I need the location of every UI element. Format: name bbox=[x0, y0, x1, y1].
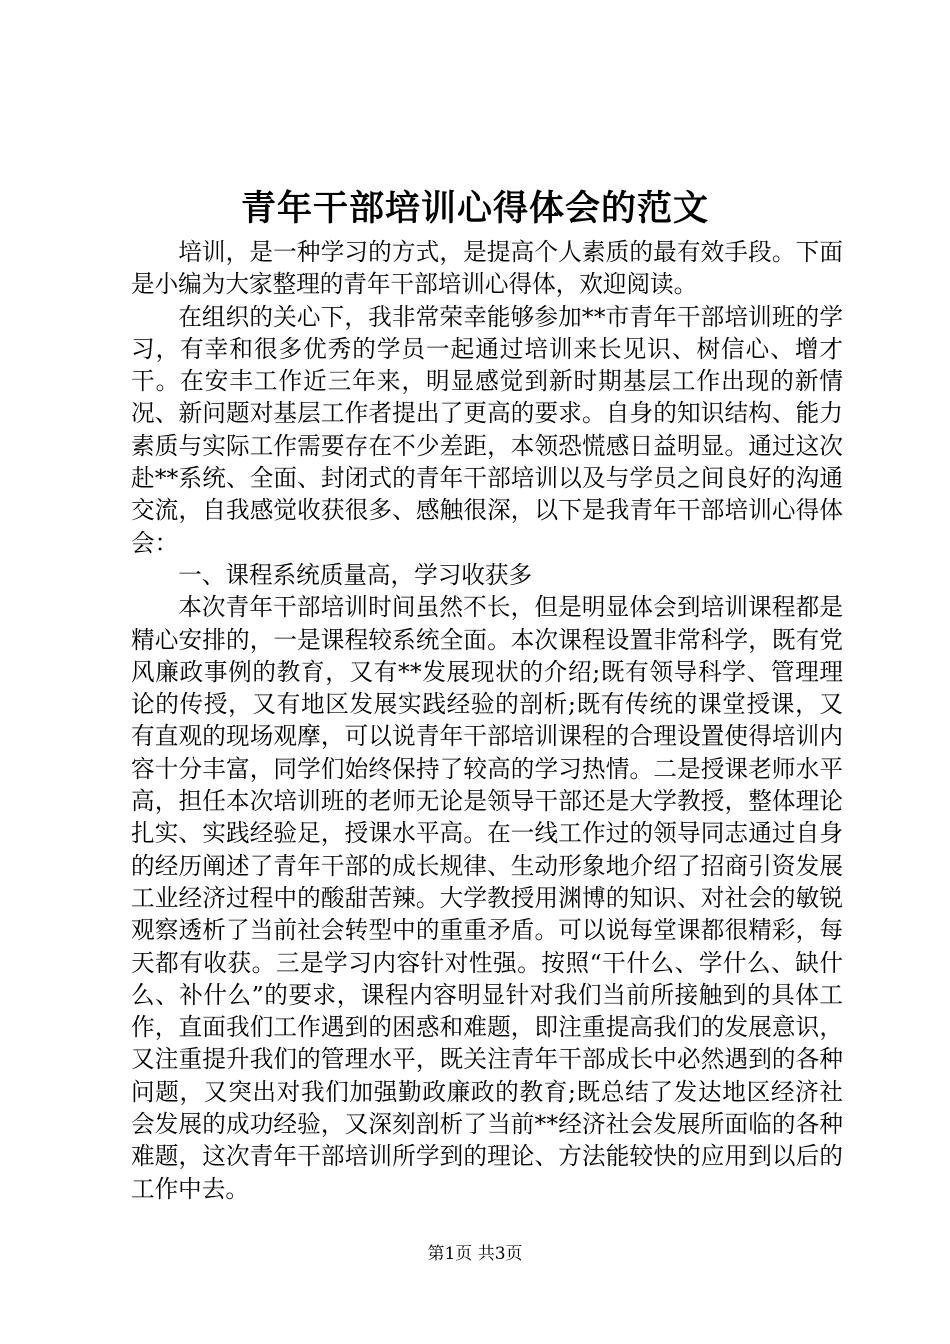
section-heading: 一、课程系统质量高，学习收获多 bbox=[178, 560, 533, 589]
body-paragraph: 在组织的关心下，我非常荣幸能够参加**市青年干部培训班的学习，有幸和很多优秀的学员一起通过培训来长见识、树信心、增才干。在安丰工作近三年来，明显感觉到新时期基层工作出现的新情况、新问题对基层工作者提出了更高的要求。自身的知识结构、能力素质与实际工作需要存在不少差距，本领恐慌感日益明显。通过这次赴**系统、全面、封闭式的青年干部培训以及与学员之间良好的沟通交流，自我感觉收获很多、感触很深，以下是我青年干部培训心得体会： bbox=[131, 302, 843, 557]
page-number: 第1页 共3页 bbox=[427, 1244, 523, 1264]
body-paragraph: 本次青年干部培训时间虽然不长，但是明显体会到培训课程都是精心安排的，一是课程较系统全面。本次课程设置非常科学，既有党风廉政事例的教育，又有**发展现状的介绍;既有领导科学、管理理论的传授，又有地区发展实践经验的剖析;既有传统的课堂授课，又有直观的现场观摩，可以说青年干部培训课程的合理设置使得培训内容十分丰富，同学们始终保持了较高的学习热情。二是授课老师水平高，担任本次培训班的老师无论是领导干部还是大学教授，整体理论扎实、实践经验足，授课水平高。在一线工作过的领导同志通过自身的经历阐述了青年干部的成长规律、生动形象地介绍了招商引资发展工业经济过程中的酸甜苦辣。大学教授用渊博的知识、对社会的敏锐观察透析了当前社会转型中的重重矛盾。可以说每堂课都很精彩，每天都有收获。三是学习内容针对性强。按照“干什么、学什么、缺什么、补什么”的要求，课程内容明显针对我们当前所接触到的具体工作，直面我们工作遇到的困惑和难题，即注重提高我们的发展意识，又注重提升我们的管理水平，既关注青年干部成长中必然遇到的各种问题，又突出对我们加强勤政廉政的教育;既总结了发达地区经济社会发展的成功经验，又深刻剖析了当前**经济社会发展所面临的各种难题，这次青年干部培训所学到的理论、方法能较快的应用到以后的工作中去。 bbox=[131, 593, 843, 1203]
document-body bbox=[131, 236, 843, 1205]
document-title: 青年干部培训心得体会的范文 bbox=[240, 188, 709, 229]
intro-paragraph: 培训，是一种学习的方式，是提高个人素质的最有效手段。下面是小编为大家整理的青年干部培训心得体，欢迎阅读。 bbox=[131, 238, 843, 299]
